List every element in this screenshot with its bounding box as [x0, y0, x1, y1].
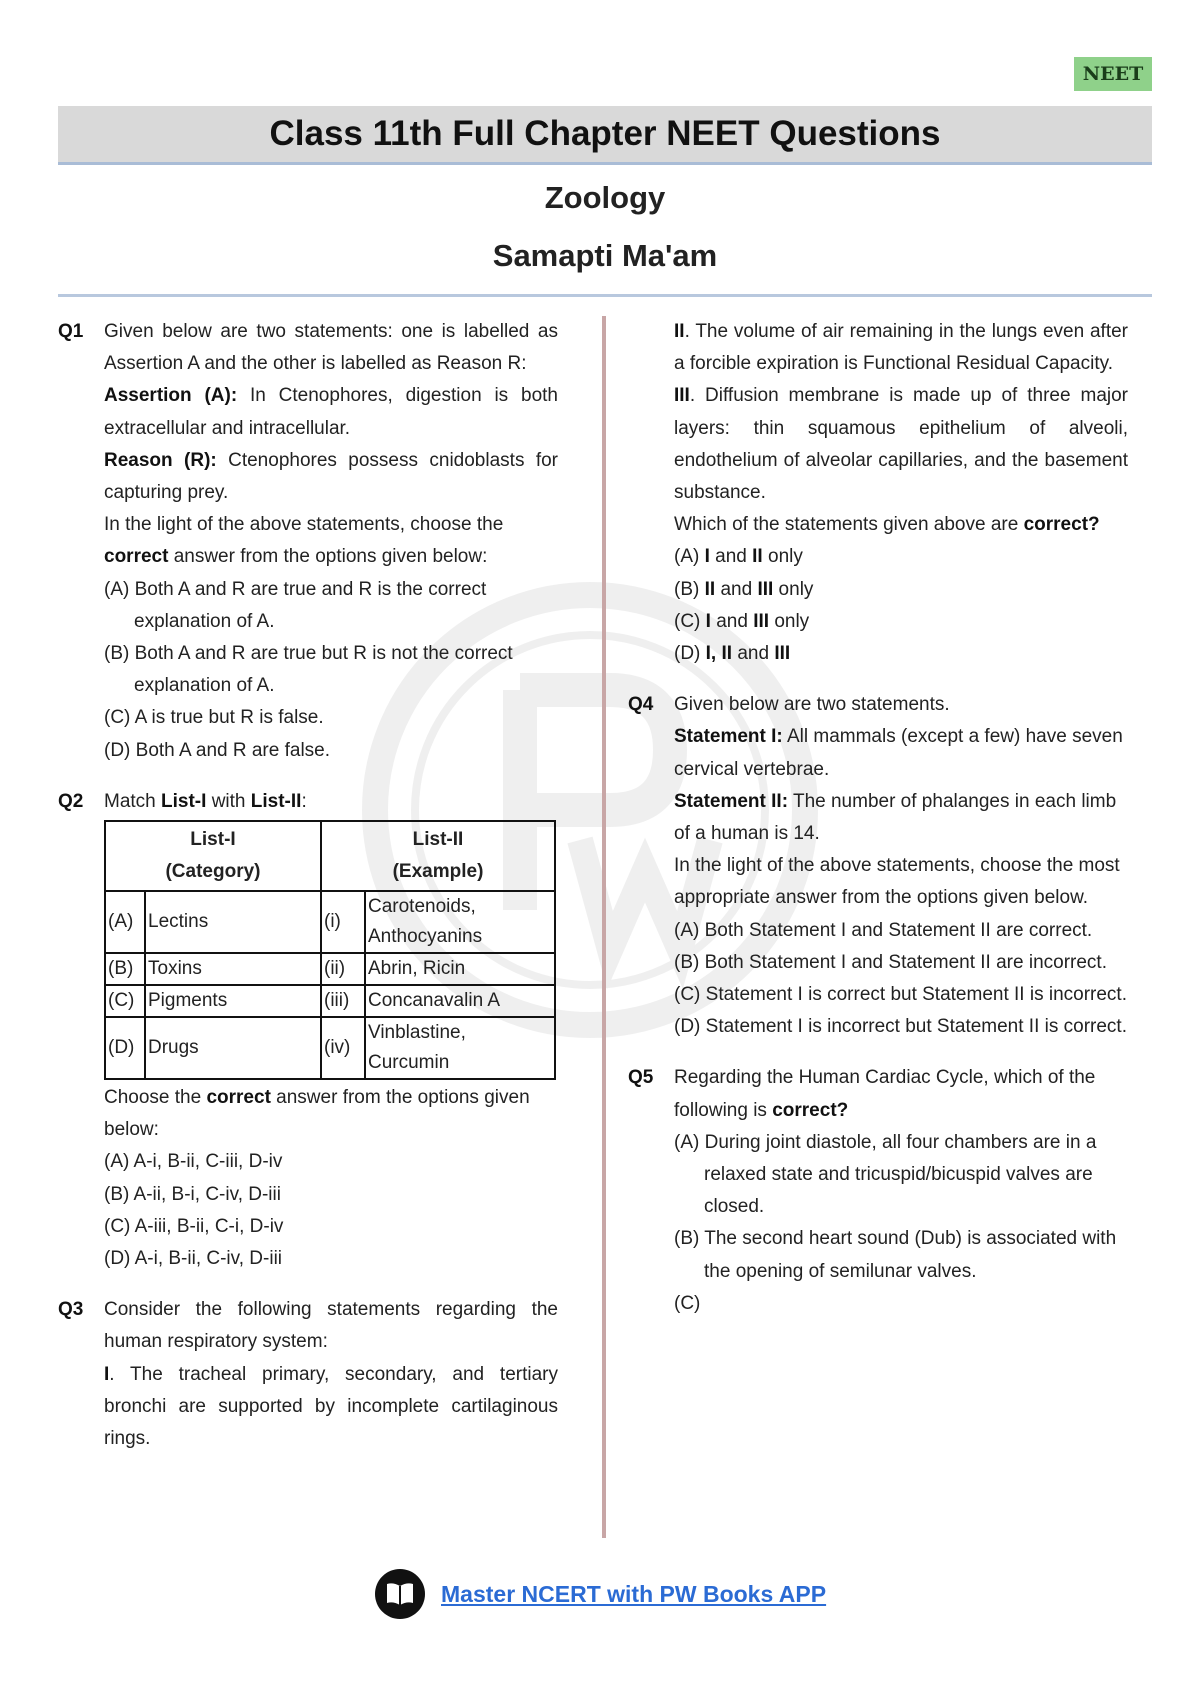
option-b[interactable]: (B) A-ii, B-i, C-iv, D-iii — [104, 1183, 281, 1205]
right-column — [628, 316, 1128, 1339]
question-number: Q3 — [58, 1299, 84, 1321]
option-bold: III — [774, 643, 791, 665]
question-number: Q5 — [628, 1067, 654, 1089]
option-text: only — [762, 546, 803, 568]
table-row — [105, 1017, 555, 1079]
statement-label: II — [674, 321, 685, 342]
stem-text: answer from the options given below: — [104, 1087, 530, 1141]
category-cell: Toxins — [145, 953, 321, 985]
statement-text: The number of phalanges in each limb of a human is 14. — [674, 790, 1117, 845]
statement-text: . Diffusion membrane is made up of three major layers: thin squamous epithelium of alveoli, endothelium of alveolar capillaries, and the basement substance. — [674, 385, 1128, 504]
example-cell — [365, 891, 555, 953]
example-text: Vinblastine, — [368, 1022, 466, 1044]
header-text: List-II — [412, 829, 464, 851]
option-bold: III — [757, 578, 774, 600]
statement-2 — [674, 786, 1128, 850]
option-a[interactable]: (A) During joint diastole, all four chambers are in a relaxed state and tricuspid/bicuspid valves are closed. — [674, 1131, 1097, 1218]
option-bold: I — [705, 610, 711, 632]
option-text: and — [732, 643, 775, 665]
intro-text: Match — [104, 790, 162, 812]
exam-badge: NEET — [1074, 57, 1152, 91]
question-5 — [628, 1062, 1128, 1320]
question-3 — [58, 1294, 558, 1455]
option-d[interactable] — [674, 638, 1128, 670]
option-b[interactable]: (B) Both Statement I and Statement II are incorrect. — [674, 951, 1107, 973]
question-intro: Given below are two statements. — [674, 694, 950, 716]
left-column — [58, 316, 558, 1474]
pw-books-logo-icon — [375, 1569, 425, 1619]
option-text: (C) — [674, 610, 706, 632]
option-text: and — [709, 546, 753, 568]
stem-text: In the light of the above statements, choose the — [104, 514, 504, 536]
option-text: and — [715, 578, 758, 600]
option-d[interactable]: (D) A-i, B-ii, C-iv, D-iii — [104, 1248, 283, 1270]
assertion-label: Assertion (A): — [104, 385, 238, 407]
assertion — [104, 380, 558, 444]
option-c[interactable]: (C) A-iii, B-ii, C-i, D-iv — [104, 1215, 284, 1237]
option-a[interactable]: (A) Both A and R are true and R is the correct explanation of A. — [104, 578, 487, 632]
option-b[interactable] — [674, 574, 1128, 606]
header-rule — [58, 294, 1152, 297]
option-text: and — [710, 610, 754, 632]
option-a[interactable] — [674, 541, 1128, 573]
table-row — [105, 985, 555, 1017]
stem-text: Which of the statements given above are — [674, 514, 1024, 536]
option-c[interactable]: (C) — [674, 1292, 701, 1314]
stem-bold: correct — [104, 546, 169, 568]
row-roman: (ii) — [321, 953, 365, 985]
reason-label: Reason (R): — [104, 449, 217, 471]
category-cell: Drugs — [145, 1017, 321, 1079]
stem-bold: correct — [206, 1087, 271, 1109]
subject-heading: Zoology — [544, 180, 666, 215]
statement-text: . The tracheal primary, secondary, and tertiary bronchi are supported by incomplete cartilaginous rings. — [104, 1363, 558, 1450]
question-intro: Given below are two statements: one is labelled as Assertion A and the other is labelled as Reason R: — [104, 321, 558, 375]
stem-text: Regarding the Human Cardiac Cycle, which of the following is — [674, 1067, 1096, 1121]
footer — [375, 1564, 826, 1624]
header-text: (Example) — [392, 861, 484, 883]
option-text: (A) — [674, 546, 705, 568]
option-bold: II — [704, 578, 716, 600]
intro-bold: List-II — [250, 790, 302, 812]
teacher-name: Samapti Ma'am — [492, 238, 718, 273]
question-4 — [628, 689, 1128, 1043]
statement-label: Statement II: — [674, 790, 789, 812]
statement-1 — [104, 1359, 558, 1456]
table-row — [105, 953, 555, 985]
question-intro — [104, 786, 558, 818]
header-text: List-I — [190, 829, 236, 851]
column-divider — [602, 316, 606, 1538]
assertion-text: In Ctenophores, digestion is both extracellular and intracellular. — [104, 385, 558, 439]
statement-text: All mammals (except a few) have seven cervical vertebrae. — [674, 726, 1123, 780]
option-a[interactable]: (A) A-i, B-ii, C-iii, D-iv — [104, 1151, 283, 1173]
question-stem: In the light of the above statements, choose the most appropriate answer from the options given below. — [674, 855, 1120, 909]
option-text: only — [769, 610, 810, 632]
option-bold: II — [752, 546, 763, 568]
intro-text: : — [301, 790, 307, 812]
statement-label: III — [674, 385, 690, 407]
intro-bold: List-I — [161, 790, 207, 812]
statement-1 — [674, 721, 1128, 785]
example-text: Anthocyanins — [368, 926, 483, 948]
statement-text: . The volume of air remaining in the lungs even after a forcible expiration is Functional Residual Capacity. — [674, 321, 1128, 375]
row-label: (B) — [105, 953, 145, 985]
row-label: (A) — [105, 891, 145, 953]
example-cell: Concanavalin A — [365, 985, 555, 1017]
row-label: (D) — [105, 1017, 145, 1079]
option-text: only — [773, 578, 814, 600]
stem-text: Choose the — [104, 1087, 207, 1109]
row-roman: (i) — [321, 891, 365, 953]
statement-label: I — [104, 1363, 110, 1385]
header-text: (Category) — [165, 861, 261, 883]
question-stem — [104, 509, 558, 573]
page-title: Class 11th Full Chapter NEET Questions — [58, 106, 1152, 165]
match-table — [104, 820, 556, 1080]
category-cell: Pigments — [145, 985, 321, 1017]
option-b[interactable]: (B) Both A and R are true but R is not the correct explanation of A. — [104, 643, 513, 697]
example-cell — [365, 1017, 555, 1079]
option-bold: I — [704, 546, 710, 568]
option-text: (D) — [674, 643, 706, 665]
question-stem — [104, 1082, 558, 1146]
stem-text: answer from the options given below: — [168, 546, 488, 568]
option-c[interactable]: (C) A is true but R is false. — [104, 707, 324, 729]
intro-text: with — [206, 790, 251, 812]
reason — [104, 445, 558, 509]
category-cell: Lectins — [145, 891, 321, 953]
table-header-row — [105, 821, 555, 891]
row-roman: (iii) — [321, 985, 365, 1017]
question-1 — [58, 316, 558, 767]
example-text: Carotenoids, — [368, 896, 476, 918]
example-cell: Abrin, Ricin — [365, 953, 555, 985]
reason-text: Ctenophores possess cnidoblasts for capturing prey. — [104, 449, 558, 504]
statement-label: Statement I: — [674, 726, 783, 748]
list-2-header — [321, 821, 555, 891]
option-bold: III — [753, 610, 770, 632]
question-number: Q2 — [58, 790, 84, 812]
option-c[interactable] — [674, 606, 1128, 638]
row-label: (C) — [105, 985, 145, 1017]
question-3-continued — [628, 316, 1128, 670]
question-stem — [674, 509, 1128, 541]
question-stem — [674, 1062, 1128, 1126]
option-b[interactable]: (B) The second heart sound (Dub) is associated with the opening of semilunar valves. — [674, 1228, 1117, 1282]
question-intro: Consider the following statements regarding the human respiratory system: — [104, 1299, 558, 1353]
example-text: Curcumin — [368, 1052, 450, 1074]
pw-books-app-link[interactable]: Master NCERT with PW Books APP — [441, 1580, 827, 1607]
option-d[interactable]: (D) Both A and R are false. — [104, 739, 331, 761]
stem-bold: correct? — [1023, 514, 1100, 536]
question-number: Q4 — [628, 694, 654, 716]
row-roman: (iv) — [321, 1017, 365, 1079]
option-d[interactable]: (D) Statement I is incorrect but Statement II is correct. — [674, 1016, 1127, 1038]
option-c[interactable]: (C) Statement I is correct but Statement II is incorrect. — [674, 984, 1127, 1006]
option-bold: I, II — [705, 643, 733, 665]
list-1-header — [105, 821, 321, 891]
statement-2 — [674, 316, 1128, 380]
statement-3 — [674, 380, 1128, 509]
question-number: Q1 — [58, 321, 84, 342]
question-2 — [58, 786, 558, 1275]
option-text: (B) — [674, 578, 705, 600]
stem-bold: correct? — [772, 1099, 849, 1121]
table-row — [105, 891, 555, 953]
option-a[interactable]: (A) Both Statement I and Statement II are correct. — [674, 919, 1093, 941]
